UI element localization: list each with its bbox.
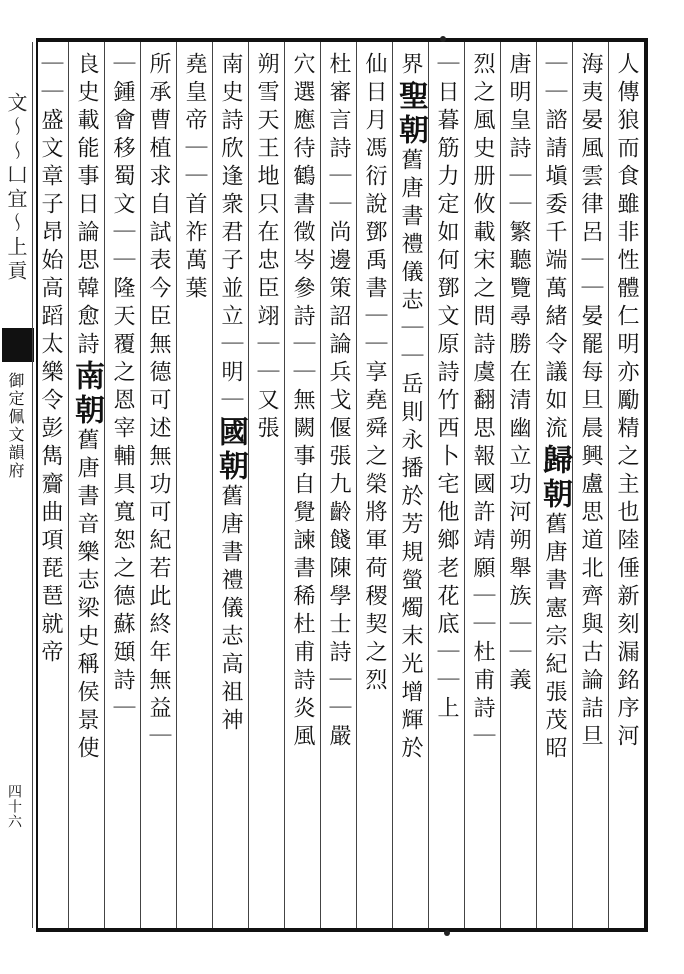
text-column-6 xyxy=(428,52,464,724)
column-text: 太樂令彭雋齎曲項琵琶就帝 xyxy=(38,332,63,668)
column-text: 人傳狼而食雖非性體仁明亦勵精之主也陸倕新刻漏銘序河 xyxy=(614,52,639,752)
text-column-2 xyxy=(572,52,608,752)
fish-tail-mark xyxy=(2,328,34,362)
column-rule xyxy=(428,42,429,928)
text-column-13 xyxy=(176,52,212,304)
column-rule xyxy=(572,42,573,928)
text-column-15 xyxy=(104,52,140,724)
frame-bottom-border xyxy=(36,928,648,932)
frame-top-border xyxy=(36,38,648,42)
column-text: 烈之風史册攸載宋之問詩虞翻思報國許靖願｜｜杜甫詩｜ xyxy=(470,52,495,752)
column-rule xyxy=(248,42,249,928)
column-text: 穴選應待鶴書徵岑參詩｜｜無闕事自覺諫書稀杜甫詩炎風 xyxy=(290,52,315,752)
column-text: 良史載能事日論思韓愈詩 xyxy=(74,52,99,360)
column-rule xyxy=(176,42,177,928)
column-text: 舊唐書禮儀志高祖神 xyxy=(218,484,243,736)
column-rule xyxy=(356,42,357,928)
column-rule xyxy=(320,42,321,928)
column-rule xyxy=(392,42,393,928)
text-column-12 xyxy=(212,52,248,736)
section-heading: 國朝 xyxy=(213,416,248,484)
column-rule xyxy=(212,42,213,928)
column-text: 所承曹植求自試表今臣無德可述無功可紀若此終年無益｜ xyxy=(146,52,171,752)
column-text: 舊唐書音樂志梁史稱侯景使 xyxy=(74,428,99,764)
section-heading: 歸朝 xyxy=(537,444,572,512)
ink-speck xyxy=(444,930,450,936)
text-column-7 xyxy=(392,52,428,764)
frame-right-border xyxy=(644,38,648,932)
text-column-1 xyxy=(608,52,644,752)
column-text: 南史詩欣逢衆君子並立｜明｜ xyxy=(218,52,243,416)
text-column-16 xyxy=(68,52,104,764)
column-text: 唐明皇詩｜｜繁聽覽尋勝在清幽 xyxy=(506,52,531,444)
column-rule xyxy=(284,42,285,928)
column-text: 舊唐書憲宗紀張茂昭 xyxy=(542,512,567,764)
column-text: 界 xyxy=(398,52,423,80)
page-margin xyxy=(0,42,34,928)
text-column-10 xyxy=(284,52,320,752)
margin-book-title: 御定佩文韻府 xyxy=(6,372,25,480)
column-text: 海夷晏風雲律呂｜｜晏罷每旦晨興盧思道北齊與古論詰旦 xyxy=(578,52,603,752)
text-column-9 xyxy=(320,52,356,752)
column-rule xyxy=(104,42,105,928)
column-text: 堯皇帝｜｜首祚萬葉 xyxy=(182,52,207,304)
text-column-17 xyxy=(32,52,68,668)
column-text: ｜日暮筋力定如何鄧文原詩竹西卜宅他鄉老花底｜｜上 xyxy=(434,52,459,724)
column-text: 日月馮衍說鄧禹書｜｜享堯舜之榮將軍荷稷契之烈 xyxy=(362,80,387,696)
column-text: 仙 xyxy=(362,52,387,80)
column-text: 舊唐書禮儀志｜｜岳則永播於芳規螢燭末光增輝於 xyxy=(398,148,423,764)
column-text: ｜｜盛文章子昂始高蹈 xyxy=(38,52,63,332)
section-heading: 聖朝 xyxy=(393,80,428,148)
column-rule xyxy=(608,42,609,928)
section-heading: 南朝 xyxy=(69,360,104,428)
margin-header-text: 文〜〜凵宜〜上貢 xyxy=(4,92,28,284)
column-rule xyxy=(140,42,141,928)
column-rule xyxy=(464,42,465,928)
text-column-11 xyxy=(248,52,284,444)
column-text: 朔雪天王地只在忠臣翊｜｜又張 xyxy=(254,52,279,444)
column-text: ｜鍾會移蜀文｜｜隆天覆之恩宰輔具寬恕之德蘇頲詩｜ xyxy=(110,52,135,724)
text-column-4 xyxy=(500,52,536,696)
column-rule xyxy=(536,42,537,928)
text-column-3 xyxy=(536,52,572,764)
column-rule xyxy=(500,42,501,928)
margin-page-number: 四十六 xyxy=(6,784,22,829)
text-column-14 xyxy=(140,52,176,752)
column-rule xyxy=(32,42,33,928)
column-rule xyxy=(68,42,69,928)
ink-speck xyxy=(440,36,446,42)
text-column-8 xyxy=(356,52,392,696)
text-column-5 xyxy=(464,52,500,752)
column-text: ｜｜諮請塡委千端萬緒令議如流 xyxy=(542,52,567,444)
column-text: 杜審言詩｜｜尚邊策詔論兵戈偃張九齡餞陳學士詩｜｜嚴 xyxy=(326,52,351,752)
column-text: 立功河朔舉族｜｜義 xyxy=(506,444,531,696)
